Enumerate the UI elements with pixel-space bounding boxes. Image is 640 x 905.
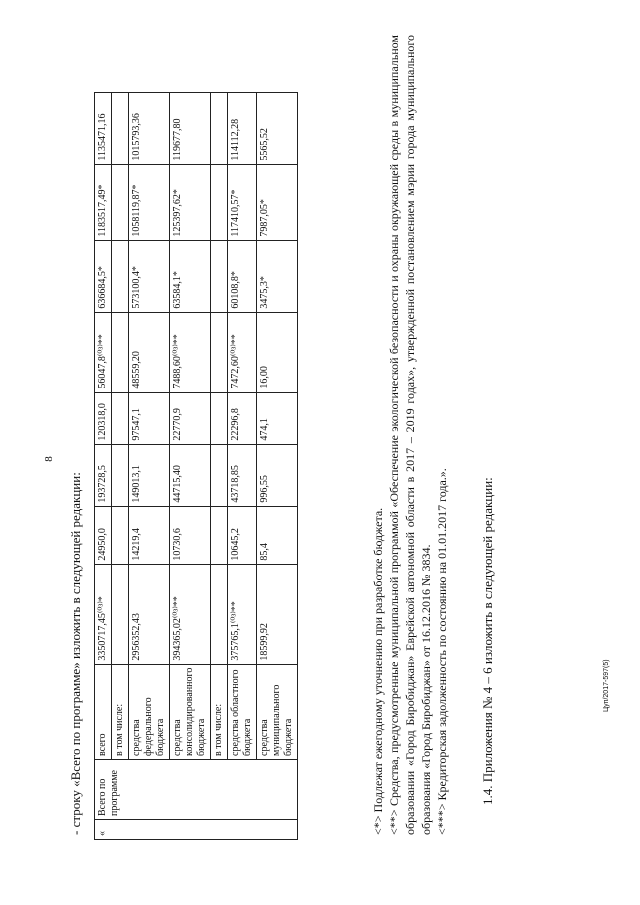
amount-cell: 3475,3* bbox=[257, 240, 298, 312]
amount-cell: 7488,60⁽⁰³⁾** bbox=[170, 312, 211, 392]
amount-cell bbox=[211, 240, 228, 312]
funding-source-cell: в том числе: bbox=[112, 664, 129, 759]
amount-cell bbox=[112, 240, 129, 312]
amount-cell: 114112,28 bbox=[228, 92, 257, 164]
row-label: Всего по программе bbox=[95, 760, 298, 820]
amount-cell: 14219,4 bbox=[129, 506, 170, 564]
funding-source-cell: всего bbox=[95, 664, 112, 759]
amount-cell bbox=[211, 506, 228, 564]
amount-cell: 474,1 bbox=[257, 392, 298, 444]
amount-cell: 125397,62* bbox=[170, 164, 211, 240]
amount-cell bbox=[211, 92, 228, 164]
amount-cell bbox=[211, 564, 228, 664]
amount-cell: 573100,4* bbox=[129, 240, 170, 312]
amount-cell: 1015793,36 bbox=[129, 92, 170, 164]
amount-cell: 44715,40 bbox=[170, 444, 211, 506]
amount-cell: 394365,02⁽⁰³⁾** bbox=[170, 564, 211, 664]
funding-source-cell: средства муниципального бюджета bbox=[257, 664, 298, 759]
amount-cell bbox=[211, 164, 228, 240]
amount-cell: 117410,57* bbox=[228, 164, 257, 240]
amount-cell: 149013,1 bbox=[129, 444, 170, 506]
document-code: Цуп/2017-597(5) bbox=[603, 659, 610, 712]
amount-cell: 1135471,16 bbox=[95, 92, 112, 164]
amount-cell: 16,00 bbox=[257, 312, 298, 392]
amount-cell: 1058119,87* bbox=[129, 164, 170, 240]
amount-cell: 43718,85 bbox=[228, 444, 257, 506]
page-number: 8 bbox=[43, 456, 55, 462]
amount-cell: 63584,1* bbox=[170, 240, 211, 312]
amount-cell: 22296,8 bbox=[228, 392, 257, 444]
amount-cell bbox=[112, 392, 129, 444]
funding-source-cell: средства консолидированного бюджета bbox=[170, 664, 211, 759]
table-row bbox=[112, 92, 129, 839]
amount-cell: 375765,1⁽⁰³⁾** bbox=[228, 564, 257, 664]
funding-source-cell: в том числе: bbox=[211, 664, 228, 759]
row-marker: « bbox=[95, 820, 298, 840]
amount-cell: 7472,60⁽⁰³⁾** bbox=[228, 312, 257, 392]
amount-cell: 120318,0 bbox=[95, 392, 112, 444]
amount-cell: 2956352,43 bbox=[129, 564, 170, 664]
funding-source-cell: средства областного бюджета bbox=[228, 664, 257, 759]
amount-cell: 5565,52 bbox=[257, 92, 298, 164]
amount-cell bbox=[211, 444, 228, 506]
footnote-1: <*> Подлежат ежегодному уточнению при разработке бюджета. bbox=[371, 507, 385, 835]
amount-cell: 7987,05* bbox=[257, 164, 298, 240]
funding-source-cell: средства федерального бюджета bbox=[129, 664, 170, 759]
amount-cell bbox=[112, 164, 129, 240]
amount-cell: 636684,5* bbox=[95, 240, 112, 312]
amount-cell bbox=[112, 564, 129, 664]
amount-cell bbox=[112, 506, 129, 564]
amount-cell: 10645,2 bbox=[228, 506, 257, 564]
table-row bbox=[95, 92, 112, 839]
amount-cell: 18599,92 bbox=[257, 564, 298, 664]
amount-cell: 97547,1 bbox=[129, 392, 170, 444]
table-row bbox=[228, 92, 257, 839]
appendix-instruction: 1.4. Приложения № 4 – 6 изложить в следующей редакции: bbox=[480, 477, 495, 805]
footnotes bbox=[370, 35, 450, 835]
footnote-3: <***> Кредиторская задолженность по состоянию на 01.01.2017 года.». bbox=[435, 468, 449, 835]
amount-cell: 56047,8⁽⁰³⁾** bbox=[95, 312, 112, 392]
amount-cell bbox=[211, 392, 228, 444]
amount-cell: 1183517,49* bbox=[95, 164, 112, 240]
amount-cell: 24950,0 bbox=[95, 506, 112, 564]
footnote-2: <**> Средства, предусмотренные муниципальной программой «Обеспечение экологической безопасности и охраны окружающей среды в муниципальном образовании «Город Биробиджан» Еврейской автономной области в 2017 – 2019 годах», утвержденной постановлением мэрии города муниципального образования «Город Биробиджан» от 16.12.2016 № 3834. bbox=[387, 35, 433, 835]
amount-cell: 996,55 bbox=[257, 444, 298, 506]
amount-cell: 193728,5 bbox=[95, 444, 112, 506]
amount-cell: 10730,6 bbox=[170, 506, 211, 564]
amount-cell: 3350717,45⁽⁰³⁾* bbox=[95, 564, 112, 664]
table-row bbox=[257, 92, 298, 839]
table-row bbox=[129, 92, 170, 839]
rotated-page-content bbox=[10, 25, 530, 895]
amount-cell bbox=[112, 312, 129, 392]
amount-cell: 119677,80 bbox=[170, 92, 211, 164]
amount-cell: 85,4 bbox=[257, 506, 298, 564]
amount-cell bbox=[211, 312, 228, 392]
amount-cell: 22770,9 bbox=[170, 392, 211, 444]
table-row bbox=[170, 92, 211, 839]
amount-cell: 48559,20 bbox=[129, 312, 170, 392]
program-total-table bbox=[94, 92, 298, 840]
intro-line: - строку «Всего по программе» изложить в следующей редакции: bbox=[68, 472, 83, 835]
table-row bbox=[211, 92, 228, 839]
amount-cell: 60108,8* bbox=[228, 240, 257, 312]
amount-cell bbox=[112, 444, 129, 506]
amount-cell bbox=[112, 92, 129, 164]
